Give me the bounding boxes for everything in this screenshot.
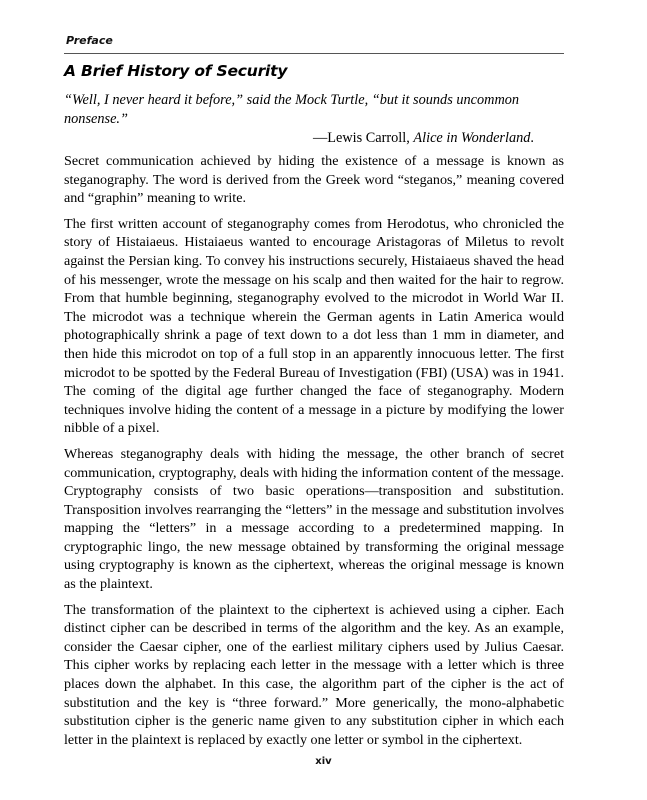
- paragraph-steganography-history: The first written account of steganography comes from Herodotus, who chronicled the story of Histaiaeus. Histaiaeus wanted to encourage Aristagoras of Miletus to revolt against the Persian king. To convey his instructions securely, Histaiaeus shaved the head of his messenger, wrote the message on his scalp and then waited for the hair to regrow. From that humble beginning, steganography evolved to the microdot in World War II. The microdot was a technique wherein the German agents in Latin America would photographically shrink a page of text down to a dot less than 1 mm in diameter, and then hide this microdot on top of a full stop in an apparently innocuous letter. The first microdot to be spotted by the Federal Bureau of Investigation (FBI) (USA) was in 1941. The coming of the digital age further changed the face of steganography. Modern techniques involve hiding the content of a message in a picture by modifying the lower nibble of a pixel.: [64, 215, 564, 437]
- epigraph-attribution: [313, 130, 534, 147]
- page-number: xiv: [315, 756, 332, 767]
- epigraph-quote: “Well, I never heard it before,” said the Mock Turtle, “but it sounds uncommon nonsense.”: [64, 92, 520, 127]
- paragraph-ciphers: The transformation of the plaintext to the ciphertext is achieved using a cipher. Each distinct cipher can be described in terms of the algorithm and the key. As an example, consider the Caesar cipher, one of the earliest military ciphers used by Julius Caesar. This cipher works by replacing each letter in the message with a letter which is three places down the alphabet. In this case, the algorithm part of the cipher is the act of substitution and the key is “three forward.” More generically, the mono-alphabetic substitution cipher is the generic name given to any substitution cipher in which each letter in the plaintext is replaced by exactly one letter or symbol in the ciphertext.: [64, 601, 564, 748]
- header-rule: [64, 53, 564, 54]
- paragraph-steganography-definition: Secret communication achieved by hiding the existence of a message is known as steganography. The word is derived from the Greek word “steganos,” meaning covered and “graphin” meaning to write.: [64, 153, 564, 207]
- attribution-end: .: [530, 130, 534, 146]
- paragraph-cryptography: Whereas steganography deals with hiding the message, the other branch of secret communication, cryptography, deals with hiding the information content of the message. Cryptography consists of two basic operations—transposition and substitution. Transposition involves rearranging the “letters” in the message and substitution involves mapping the “letters” in a message according to a predetermined mapping. In cryptographic lingo, the new message obtained by transforming the original message using cryptography is known as the ciphertext, whereas the original message is known as the plaintext.: [64, 445, 564, 593]
- running-head: Preface: [66, 34, 113, 47]
- body-text: [64, 152, 564, 756]
- attribution-author: —Lewis Carroll,: [312, 130, 414, 146]
- attribution-work-title: Alice in Wonderland: [413, 130, 531, 146]
- section-title: A Brief History of Security: [64, 62, 288, 80]
